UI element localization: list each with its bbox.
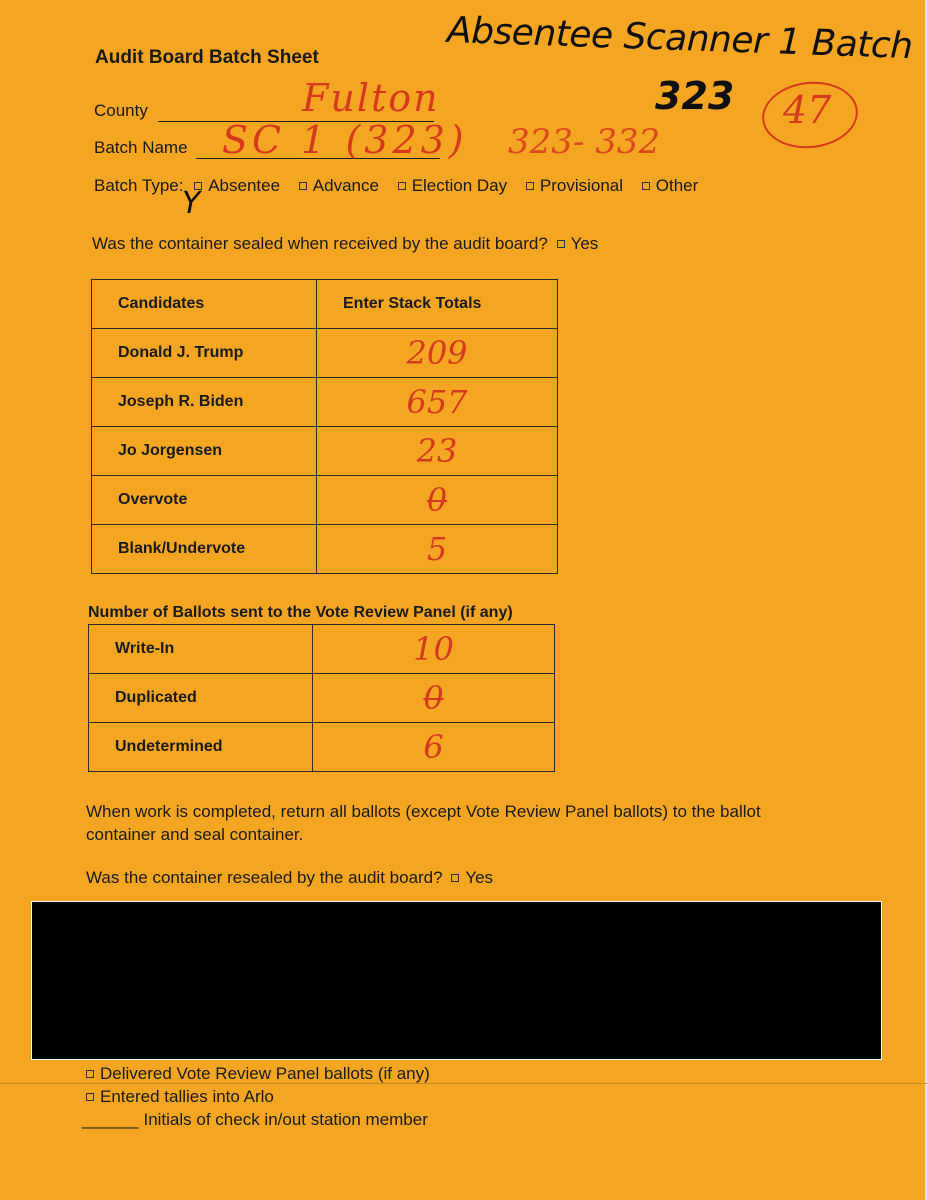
candidate-label: Blank/Undervote xyxy=(92,525,317,574)
review-label: Undetermined xyxy=(89,723,313,772)
initials-blank[interactable]: ______ xyxy=(82,1110,139,1129)
checklist-item[interactable]: Entered tallies into Arlo xyxy=(86,1087,274,1107)
batch-type-advance[interactable]: Advance xyxy=(299,176,379,195)
return-instructions: When work is completed, return all ballots (except Vote Review Panel ballots) to the ballot container and seal container. xyxy=(86,802,761,844)
vote-review-table xyxy=(88,624,555,772)
initials-row xyxy=(82,1110,428,1130)
review-label: Duplicated xyxy=(89,674,313,723)
sealed-yes-option[interactable]: Yes xyxy=(553,234,599,253)
batch-name-value: SC 1 (323) xyxy=(222,118,468,162)
stack-total-value[interactable]: 5 xyxy=(317,525,558,574)
table-row xyxy=(92,329,558,378)
stack-total-value[interactable]: 209 xyxy=(317,329,558,378)
checkbox-icon xyxy=(86,1093,94,1101)
candidate-label: Overvote xyxy=(92,476,317,525)
batch-type-absentee[interactable]: Absentee xyxy=(194,176,280,195)
initials-label: Initials of check in/out station member xyxy=(143,1110,428,1129)
stack-total-value[interactable]: 23 xyxy=(317,427,558,476)
checkbox-icon xyxy=(451,874,459,882)
checkbox-icon xyxy=(86,1070,94,1078)
table-header-row xyxy=(92,280,558,329)
stack-total-value[interactable]: 0 xyxy=(317,476,558,525)
checkbox-icon xyxy=(642,182,650,190)
table-row xyxy=(92,525,558,574)
handwritten-batch-number: 323 xyxy=(655,74,735,118)
table-row xyxy=(92,378,558,427)
resealed-question: Was the container resealed by the audit board? xyxy=(86,868,443,887)
checkbox-icon xyxy=(299,182,307,190)
checklist-item[interactable]: Delivered Vote Review Panel ballots (if any) xyxy=(86,1064,430,1084)
batch-type-other[interactable]: Other xyxy=(642,176,699,195)
table-row xyxy=(89,723,555,772)
checkbox-icon xyxy=(557,240,565,248)
candidate-label: Joseph R. Biden xyxy=(92,378,317,427)
sealed-question-row xyxy=(92,234,598,254)
review-value[interactable]: 6 xyxy=(313,723,555,772)
review-label: Write-In xyxy=(89,625,313,674)
resealed-question-row xyxy=(86,868,493,888)
table-row xyxy=(89,674,555,723)
table-row xyxy=(89,625,555,674)
handwritten-checkmark: Y xyxy=(182,186,201,221)
candidate-label: Donald J. Trump xyxy=(92,329,317,378)
county-label: County xyxy=(94,101,148,120)
batch-range-note: 323- 332 xyxy=(508,122,661,162)
table-row xyxy=(92,476,558,525)
handwritten-circled-number: 47 xyxy=(783,88,832,132)
batch-type-provisional[interactable]: Provisional xyxy=(526,176,623,195)
sealed-question: Was the container sealed when received by the audit board? xyxy=(92,234,548,253)
resealed-yes-option[interactable]: Yes xyxy=(447,868,493,887)
redaction-block xyxy=(31,901,882,1060)
review-value[interactable]: 0 xyxy=(313,674,555,723)
stack-total-value[interactable]: 657 xyxy=(317,378,558,427)
batch-name-label: Batch Name xyxy=(94,138,188,157)
table-header-stack-totals: Enter Stack Totals xyxy=(317,280,558,329)
batch-type-label: Batch Type: xyxy=(94,176,184,195)
handwritten-header-note: Absentee Scanner 1 Batch xyxy=(446,9,914,68)
stack-totals-table xyxy=(91,279,558,574)
table-row xyxy=(92,427,558,476)
candidate-label: Jo Jorgensen xyxy=(92,427,317,476)
batch-type-election-day[interactable]: Election Day xyxy=(398,176,507,195)
fold-line xyxy=(0,1083,927,1084)
checkbox-icon xyxy=(398,182,406,190)
county-value: Fulton xyxy=(302,76,440,120)
form-title: Audit Board Batch Sheet xyxy=(95,47,319,68)
checkbox-icon xyxy=(526,182,534,190)
vote-review-heading: Number of Ballots sent to the Vote Review Panel (if any) xyxy=(88,604,513,621)
review-value[interactable]: 10 xyxy=(313,625,555,674)
table-header-candidates: Candidates xyxy=(92,280,317,329)
